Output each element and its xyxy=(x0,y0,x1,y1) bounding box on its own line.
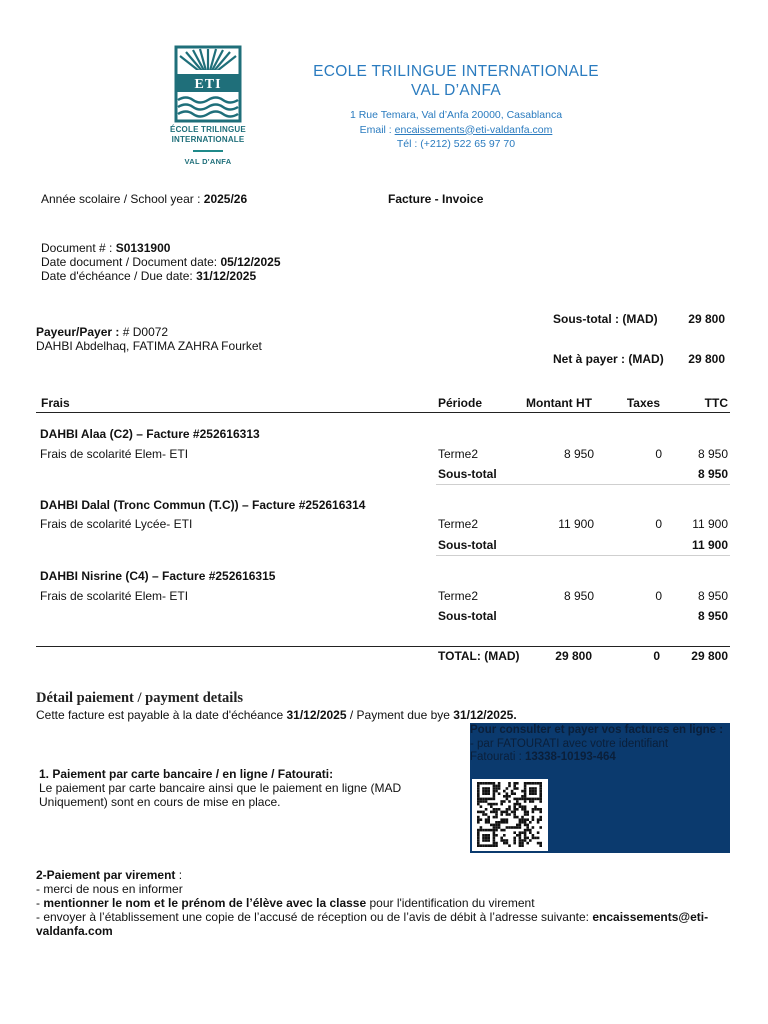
due-date-row xyxy=(41,269,281,283)
invoice-title: DAHBI Alaa (C2) – Facture #252616313 xyxy=(40,427,260,441)
document-date: 05/12/2025 xyxy=(220,255,281,269)
payer-block xyxy=(36,325,262,353)
transfer-email[interactable]: encaissements@eti-valdanfa.com xyxy=(36,910,709,938)
qr-code-graphic xyxy=(472,779,548,851)
fee-name: Frais de scolarité Elem- ETI xyxy=(40,447,189,461)
fee-taxes: 0 xyxy=(655,517,662,531)
card-payment-text: Le paiement par carte bancaire ainsi que le paiement en ligne (MAD Uniquement) sont en cours de mise en place. xyxy=(39,781,402,809)
fee-amount: 8 950 xyxy=(563,589,594,603)
school-email-row xyxy=(306,123,606,138)
fatourati-label: Fatourati : xyxy=(470,751,525,763)
col-header-period: Période xyxy=(438,396,483,410)
transfer-item xyxy=(36,896,736,910)
due-date-en: 31/12/2025. xyxy=(453,708,517,722)
payer-names: DAHBI Abdelhaq, FATIMA ZAHRA Fourket xyxy=(36,339,262,353)
subtotal-value: 29 800 xyxy=(688,312,725,326)
school-year-label: Année scolaire / School year : xyxy=(41,192,204,206)
fee-name: Frais de scolarité Lycée- ETI xyxy=(40,517,193,531)
document-date-row xyxy=(41,255,281,269)
fee-amount: 11 900 xyxy=(558,517,594,531)
school-address: 1 Rue Temara, Val d’Anfa 20000, Casablanca xyxy=(349,109,563,121)
online-payment-title: Pour consulter et payer vos factures en ligne : xyxy=(470,724,724,736)
fatourati-id: 13338-10193-464 xyxy=(524,751,616,763)
subtotal-row-value: 8 950 xyxy=(697,467,728,481)
school-phone: Tél : (+212) 522 65 97 70 xyxy=(396,138,516,150)
fee-taxes: 0 xyxy=(655,447,662,461)
total-taxes: 0 xyxy=(653,649,660,663)
fee-name: Frais de scolarité Elem- ETI xyxy=(40,589,189,603)
school-email-link[interactable]: encaissements@eti-valdanfa.com xyxy=(394,123,553,136)
col-header-amount: Montant HT xyxy=(526,396,592,410)
col-header-taxes: Taxes xyxy=(626,396,660,410)
net-to-pay-value: 29 800 xyxy=(688,352,725,366)
transfer-heading: 2-Paiement par virement xyxy=(36,868,176,882)
subtotal-row-label: Sous-total xyxy=(438,467,497,481)
school-name-line1: ECOLE TRILINGUE INTERNATIONALE xyxy=(313,63,599,80)
school-name xyxy=(306,62,606,100)
logo-caption-line1: ÉCOLE TRILINGUE xyxy=(170,125,246,134)
total-label: TOTAL: (MAD) xyxy=(438,649,520,663)
document-type: Facture - Invoice xyxy=(388,192,484,206)
subtotal-divider xyxy=(436,484,730,485)
invoice-title: DAHBI Dalal (Tronc Commun (T.C)) – Facture #252616314 xyxy=(40,498,366,512)
due-date-label: Date d'échéance / Due date: xyxy=(41,269,197,283)
online-payment-id-row xyxy=(470,751,728,765)
transfer-item xyxy=(36,910,736,938)
col-header-fee: Frais xyxy=(41,396,70,410)
col-header-ttc: TTC xyxy=(704,396,728,410)
transfer-section xyxy=(36,868,736,938)
fee-amount: 8 950 xyxy=(563,447,594,461)
subtotal-row-label: Sous-total xyxy=(438,609,497,623)
document-number-label: Document # : xyxy=(41,241,116,255)
document-number: S0131900 xyxy=(115,241,171,255)
net-to-pay-label: Net à payer : (MAD) xyxy=(553,352,664,366)
due-text-fr: Cette facture est payable à la date d'échéance xyxy=(36,708,287,722)
subtotal-row-label: Sous-total xyxy=(438,538,497,552)
logo-divider xyxy=(193,150,223,152)
school-name-line2: VAL D’ANFA xyxy=(411,82,501,99)
fee-period: Terme2 xyxy=(438,447,479,461)
payment-heading: Détail paiement / payment details xyxy=(36,690,244,706)
logo-caption xyxy=(150,125,266,145)
total-ttc: 29 800 xyxy=(691,649,728,663)
document-number-row xyxy=(41,241,281,255)
transfer-item-text: - envoyer à l’établissement une copie de l’accusé de réception ou de l’avis de débit à l’adresse suivante: xyxy=(36,910,593,924)
fee-period: Terme2 xyxy=(438,517,479,531)
logo-caption-valdanfa: VAL D'ANFA xyxy=(184,157,232,166)
total-amount: 29 800 xyxy=(555,649,592,663)
subtotal-label: Sous-total : (MAD) xyxy=(553,312,658,326)
fee-ttc: 8 950 xyxy=(697,589,728,603)
online-payment-info xyxy=(470,724,728,765)
subtotal-divider xyxy=(436,555,730,556)
school-year xyxy=(41,192,247,206)
payment-qr-code[interactable] xyxy=(472,779,548,851)
invoice-title: DAHBI Nisrine (C4) – Facture #252616315 xyxy=(40,569,276,583)
payment-due-text xyxy=(36,708,517,722)
online-payment-line1: - par FATOURATI avec votre identifiant xyxy=(470,737,669,750)
transfer-item-bold: mentionner le nom et le prénom de l’élève avec la classe xyxy=(43,896,367,910)
transfer-item: - merci de nous en informer xyxy=(36,882,183,896)
due-date: 31/12/2025 xyxy=(196,269,257,283)
transfer-heading-suffix: : xyxy=(175,868,183,882)
transfer-item-prefix: - xyxy=(36,896,44,910)
payer-row xyxy=(36,325,262,339)
fee-period: Terme2 xyxy=(438,589,479,603)
transfer-item-suffix: pour l'identification du virement xyxy=(366,896,535,910)
table-header-divider xyxy=(36,412,730,413)
document-info xyxy=(41,241,281,283)
payer-label: Payeur/Payer : xyxy=(36,325,123,339)
school-contact xyxy=(306,108,606,152)
subtotal-row-value: 8 950 xyxy=(697,609,728,623)
payer-id: # D0072 xyxy=(122,325,169,339)
school-year-value: 2025/26 xyxy=(203,192,248,206)
fee-taxes: 0 xyxy=(655,589,662,603)
transfer-heading-row xyxy=(36,868,736,882)
card-payment-heading: 1. Paiement par carte bancaire / en ligne / Fatourati: xyxy=(39,767,334,781)
due-date-fr: 31/12/2025 xyxy=(286,708,347,722)
logo-caption-line2: INTERNATIONALE xyxy=(171,135,245,144)
subtotal-row-value: 11 900 xyxy=(691,538,728,552)
total-divider xyxy=(36,646,730,647)
logo-mark-text: ETI xyxy=(194,77,222,92)
fee-ttc: 11 900 xyxy=(692,517,728,531)
document-date-label: Date document / Document date: xyxy=(41,255,221,269)
fee-ttc: 8 950 xyxy=(697,447,728,461)
email-label: Email : xyxy=(359,123,395,136)
due-text-en: / Payment due bye xyxy=(346,708,454,722)
